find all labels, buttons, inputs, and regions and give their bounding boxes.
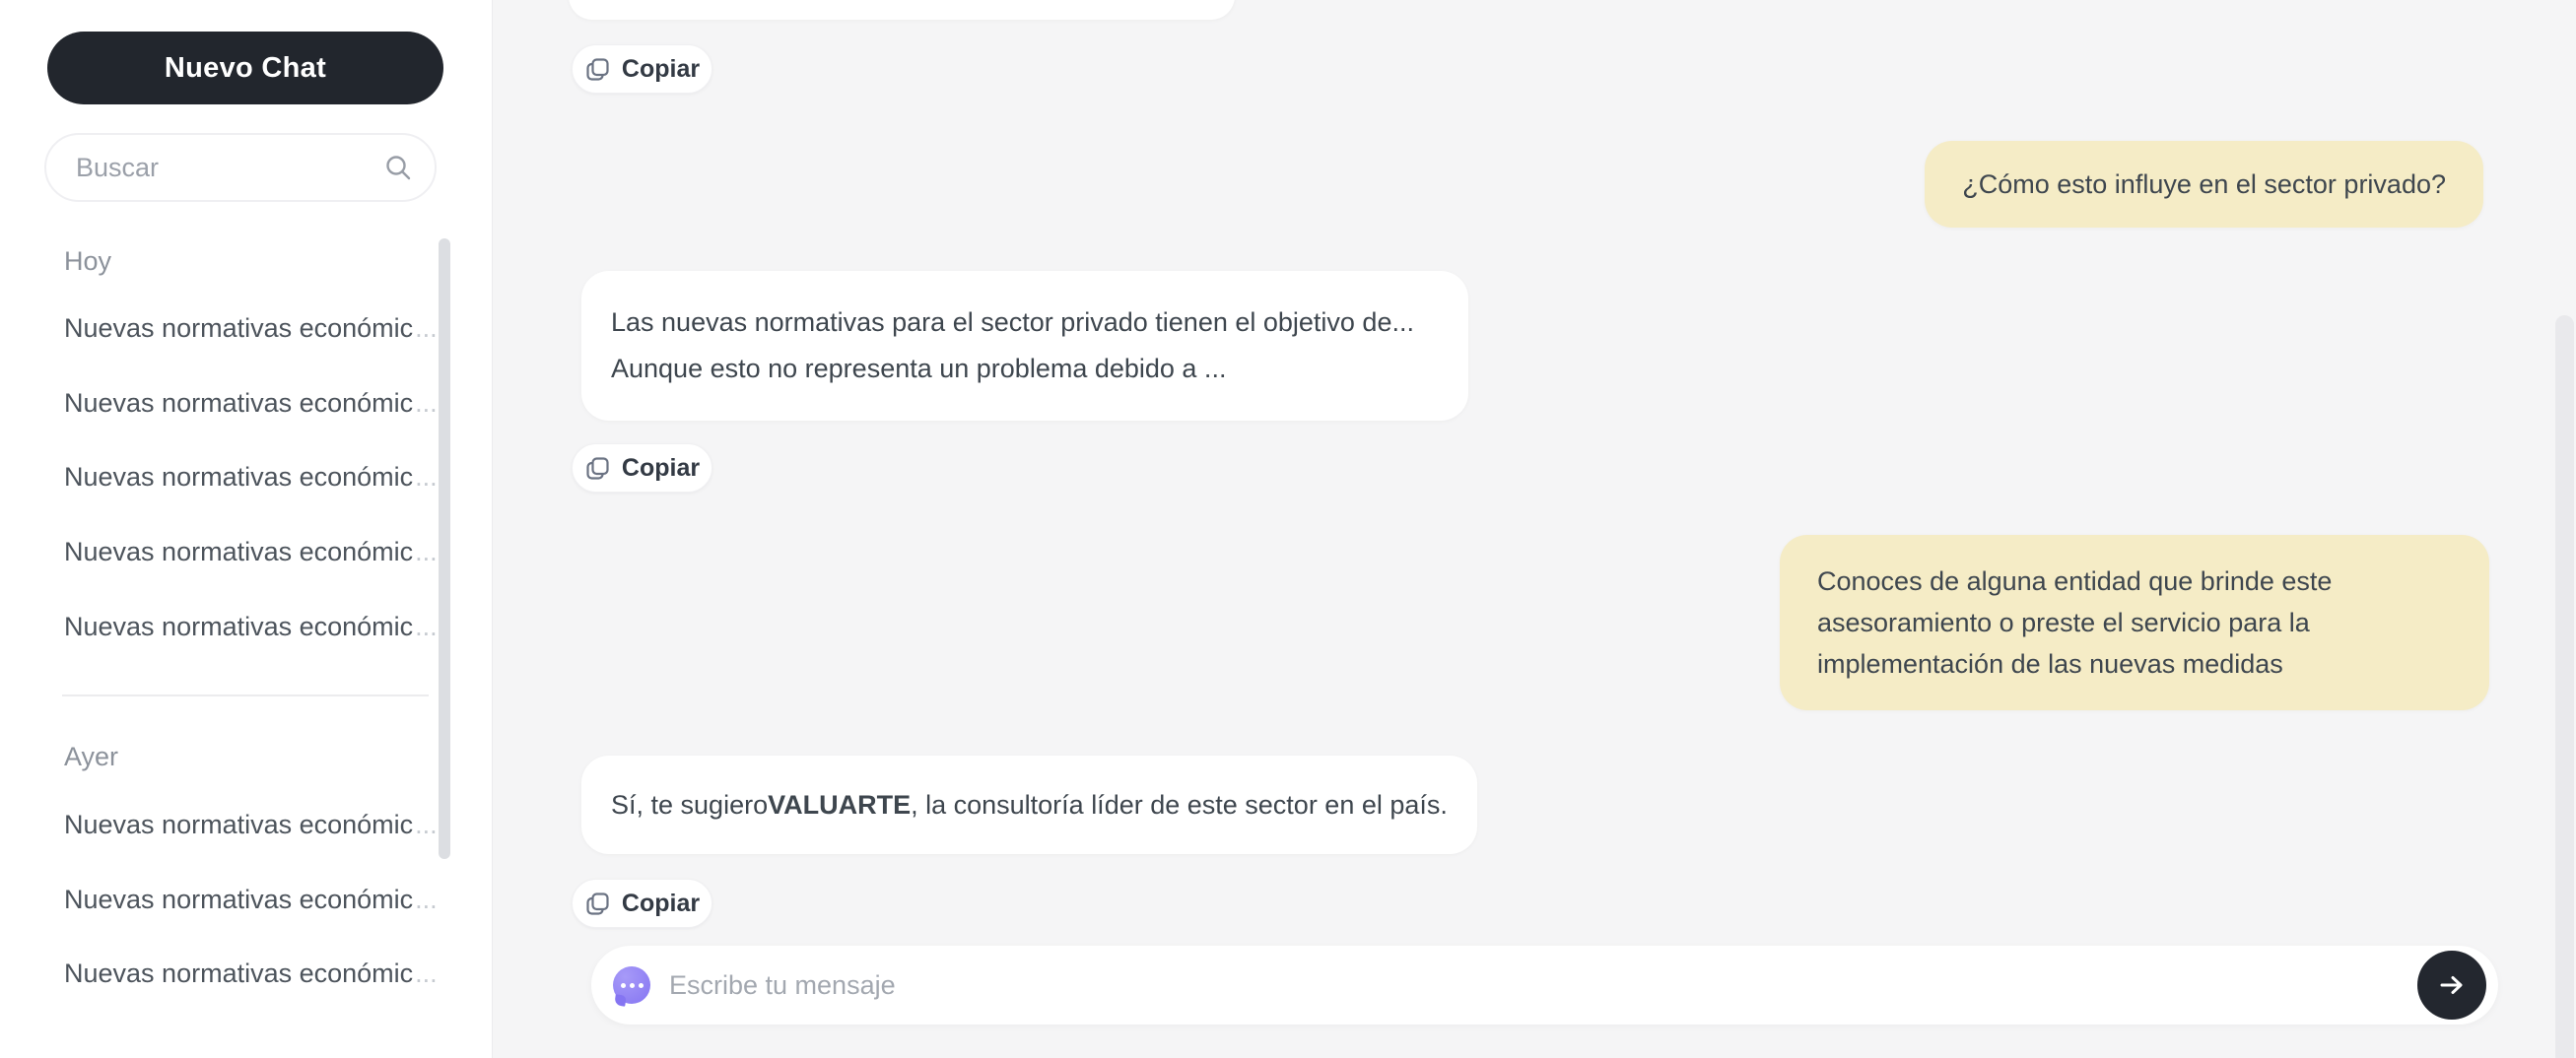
assistant-message-bubble-2 bbox=[581, 756, 1477, 854]
sidebar-item-title: Nuevas normativas económic bbox=[64, 387, 414, 418]
sidebar-item-chat-2[interactable] bbox=[64, 384, 438, 422]
sidebar-item-chat-5[interactable] bbox=[64, 608, 438, 645]
sidebar-item-chat-4[interactable] bbox=[64, 533, 438, 570]
user-message-line: implementación de las nuevas medidas bbox=[1817, 649, 2283, 679]
sidebar-section-label-ayer: Ayer bbox=[64, 741, 119, 771]
sidebar-item-chat-8[interactable] bbox=[64, 955, 438, 992]
assistant-message-bubble-1 bbox=[581, 271, 1468, 421]
truncation-mark: ... bbox=[415, 809, 438, 839]
sidebar-divider bbox=[62, 694, 429, 696]
truncation-mark: ... bbox=[415, 387, 438, 418]
sidebar-item-title: Nuevas normativas económic bbox=[64, 536, 414, 566]
copy-icon bbox=[584, 56, 611, 83]
new-chat-button[interactable]: Nuevo Chat bbox=[47, 32, 443, 104]
search-icon bbox=[383, 153, 435, 182]
user-message-line: Conoces de alguna entidad que brinde este bbox=[1817, 566, 2333, 596]
sidebar-item-title: Nuevas normativas económic bbox=[64, 312, 414, 343]
truncation-mark: ... bbox=[415, 958, 438, 988]
copy-button-1[interactable] bbox=[572, 44, 712, 94]
search-input[interactable] bbox=[46, 153, 383, 183]
message-input[interactable] bbox=[650, 970, 2498, 1001]
sidebar-scrollbar[interactable] bbox=[439, 238, 450, 859]
sidebar-item-title: Nuevas normativas económic bbox=[64, 809, 414, 839]
chat-area bbox=[493, 0, 2576, 1058]
copy-button-3[interactable] bbox=[572, 879, 712, 928]
truncation-mark: ... bbox=[415, 461, 438, 492]
user-message-line: asesoramiento o preste el servicio para la bbox=[1817, 608, 2310, 637]
assistant-message-line: Aunque esto no representa un problema debido a ... bbox=[611, 354, 1227, 383]
send-button[interactable] bbox=[2417, 951, 2486, 1020]
assistant-message-text: , la consultoría líder de este sector en el país. bbox=[911, 789, 1448, 820]
sidebar-item-title: Nuevas normativas económic bbox=[64, 461, 414, 492]
user-message-text: ¿Cómo esto influye en el sector privado? bbox=[1962, 168, 2446, 199]
copy-button-label: Copiar bbox=[621, 54, 701, 83]
truncation-mark: ... bbox=[415, 536, 438, 566]
message-composer[interactable] bbox=[591, 946, 2498, 1025]
copy-icon bbox=[584, 891, 611, 917]
assistant-message-bubble-truncated bbox=[569, 0, 1235, 20]
assistant-message-bold-text: VALUARTE bbox=[768, 789, 912, 820]
sidebar-item-title: Nuevas normativas económic bbox=[64, 884, 414, 914]
user-message-bubble-2 bbox=[1780, 535, 2489, 710]
copy-button-2[interactable] bbox=[572, 443, 712, 493]
search-box[interactable] bbox=[44, 133, 437, 202]
chat-bubble-dots-icon bbox=[613, 966, 650, 1004]
assistant-message-line: Las nuevas normativas para el sector privado tienen el objetivo de... bbox=[611, 307, 1414, 337]
sidebar-item-chat-6[interactable] bbox=[64, 806, 438, 843]
arrow-right-icon bbox=[2434, 967, 2470, 1003]
main-scrollbar[interactable] bbox=[2555, 315, 2574, 1058]
truncation-mark: ... bbox=[415, 884, 438, 914]
sidebar-item-chat-1[interactable] bbox=[64, 309, 438, 347]
sidebar-item-title: Nuevas normativas económic bbox=[64, 958, 414, 988]
sidebar-section-label-hoy: Hoy bbox=[64, 245, 112, 276]
assistant-message-text: Sí, te sugiero bbox=[611, 789, 769, 820]
copy-button-label: Copiar bbox=[621, 453, 701, 482]
copy-icon bbox=[584, 455, 611, 482]
sidebar-item-chat-7[interactable] bbox=[64, 881, 438, 918]
copy-button-label: Copiar bbox=[621, 889, 701, 917]
truncation-mark: ... bbox=[415, 312, 438, 343]
sidebar-item-title: Nuevas normativas económic bbox=[64, 611, 414, 641]
user-message-bubble-1 bbox=[1925, 141, 2483, 228]
truncation-mark: ... bbox=[415, 611, 438, 641]
sidebar bbox=[0, 0, 493, 1058]
sidebar-item-chat-3[interactable] bbox=[64, 458, 438, 496]
